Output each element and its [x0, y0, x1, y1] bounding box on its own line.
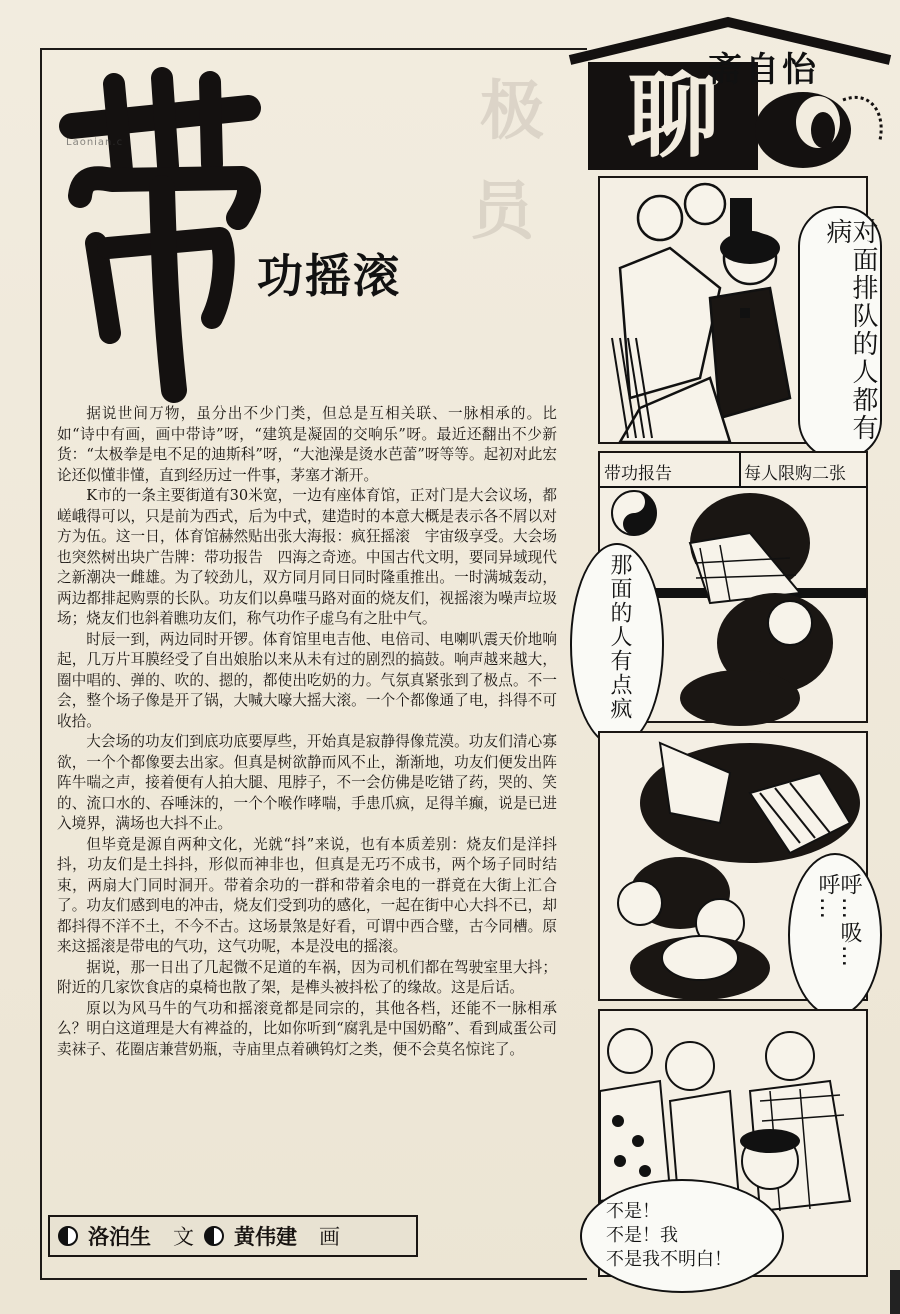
- author-role: 文: [173, 1225, 194, 1249]
- byline: [48, 1215, 418, 1257]
- comic-panel-3: [598, 731, 868, 1001]
- article-subtitle: 功摇滚: [257, 249, 401, 303]
- illustrator-role: 画: [319, 1225, 340, 1249]
- sign-left: 带功报告: [604, 464, 672, 484]
- paragraph: 时辰一到，两边同时开锣。体育馆里电吉他、电倍司、电喇叭震天价地响起，几万片耳膜经受了自出娘胎以来从未有过的剧烈的搞鼓。响声越来越大，圈中唱的、弹的、吹的、摁的，都使出吃奶的力。气氛真紧张到了极点。不一会，整个场子像是开了锅，大喊大嚎大摇大滚。一个个都像通了电，抖得不可收拾。: [57, 630, 557, 730]
- panel3-text: 呼…吸…呼…: [815, 873, 862, 969]
- yin-yang-icon: [204, 1226, 224, 1246]
- paragraph: 原以为风马牛的气功和摇滚竟都是同宗的，其他各档，还能不一脉相承么？明白这道理是大有裨益的，比如你听到“腐乳是中国奶酪”、看到咸蛋公司卖袜子、花圈店兼营奶瓶，寺庙里点着碘钨灯之类，便不会莫名惊诧了。: [57, 999, 557, 1058]
- panel4-text-line3: 不是我不明白！: [606, 1249, 732, 1270]
- bleed-through: 员: [470, 175, 534, 249]
- yin-yang-icon: [58, 1226, 78, 1246]
- panel1-text: 对面排队的人都有病: [822, 218, 878, 442]
- paragraph: 但毕竟是源自两种文化，光就“抖”来说，也有本质差别：烧友们是洋抖抖，功友们是土抖抖，形似而神非也，但真是无巧不成书，两个场子同时结束，两扇大门同时洞开。带着余功的一群和带着余电的一群竟在大街上汇合了。功友们感到电的冲击，烧友们受到功的感化，一起在街中心大抖不已，却都抖得不洋不土，不今不古。这场景煞是好看，可谓中西合璧，古今同槽。原来这摇滚是带电的气功，这气功呢，本是没电的摇滚。: [57, 835, 557, 955]
- title-brush-glyph: [52, 78, 272, 398]
- paragraph: 据说，那一日出了几起微不足道的车祸，因为司机们都在驾驶室里大抖；附近的几家饮食店的桌椅也散了架，是榫头被抖松了的缘故。这是后话。: [57, 958, 557, 996]
- comic-panel-1: [598, 176, 878, 444]
- bleed-through: 极: [480, 75, 544, 149]
- panel2-text: 那面的人有点疯: [607, 553, 632, 721]
- paragraph: 据说世间万物，虽分出不少门类，但总是互相关联、一脉相承的。比如“诗中有画，画中带诗”呀，“建筑是凝固的交响乐”呀。最近还翻出不少新货：“太极拳是电不足的迪斯科”呀，“大池澡是烫水芭蕾”呀等等。起初对此宏论还似懂非懂，直到经历过一件事，茅塞才渐开。: [57, 405, 557, 484]
- comic-panel-2: [598, 451, 868, 723]
- sign-right: 每人限购二张: [744, 464, 846, 484]
- column-title: 斋自怡: [708, 50, 819, 90]
- comic-panel-4: [598, 1009, 868, 1277]
- article-body: [57, 404, 557, 1060]
- paragraph: 大会场的功友们到底功底要厚些，开始真是寂静得像荒漠。功友们清心寡欲，一个个都像要去出家。但真是树欲静而风不止，渐渐地，功友们便发出阵阵牛喘之声，接着便有人拍大腿、甩脖子，不一会仿佛是吃错了药，哭的、笑的、流口水的、吞唾沫的，一个个喉作哮喘，手患爪疯，足得羊癫，说是已进入境界，满场也大抖不止。: [57, 733, 557, 832]
- panel4-text-line1: 不是！: [606, 1201, 660, 1222]
- illustrator-name: 黄伟建: [234, 1225, 297, 1249]
- page-edge-mark: [890, 1270, 900, 1314]
- paragraph: K市的一条主要街道有30米宽，一边有座体育馆，正对门是大会议场，都嵯峨得可以，只是前为西式，后为中式，建造时的本意大概是表示各不屑以对方为伍。这一日，体育馆赫然贴出张大海报：疯狂摇滚 宇宙级享受。大会场也突然树出块广告牌：带功报告 四海之奇迹。中国古代文明，要同异域现代之新潮决一雌雄。为了较劲儿，双方同月同日同时隆重推出。一时满城轰动，两边都排起购票的长队。功友们以鼻嗤马路对面的烧友们，视摇滚为噪声垃圾场；烧友们也斜着瞧功友们，称气功作子虚乌有之肚中气。: [57, 487, 557, 627]
- panel4-text-line2: 不是！我: [606, 1225, 678, 1246]
- column-badge: 聊: [626, 63, 720, 170]
- author-name: 洛泊生: [88, 1225, 151, 1249]
- watermark: Laonian.c: [66, 137, 124, 148]
